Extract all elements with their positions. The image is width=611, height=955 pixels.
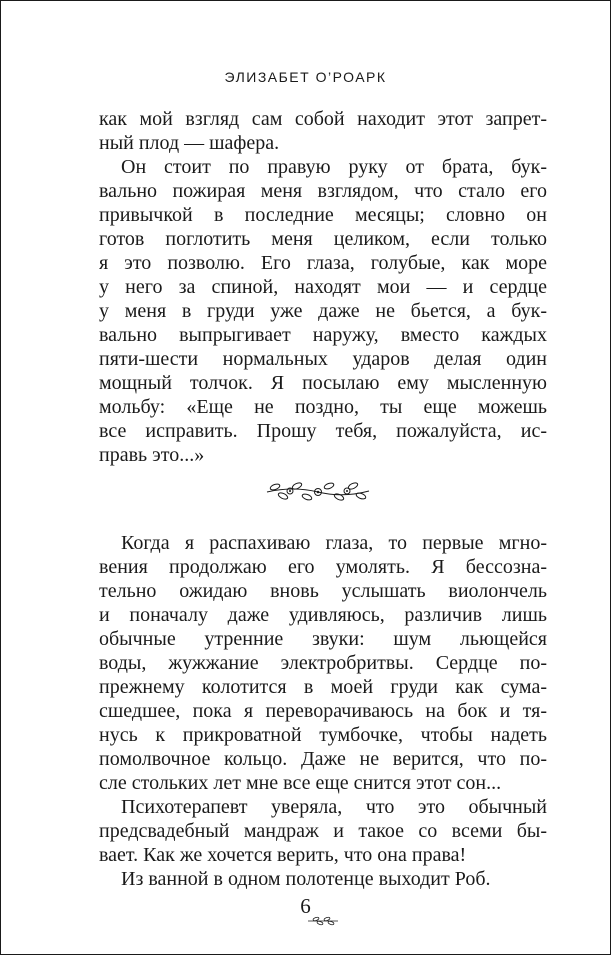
text-line: вально пожирая меня взглядом, что стало его (99, 180, 547, 202)
page-number: 6 (300, 894, 311, 918)
text-line: вает. Как же хочется верить, что она права! (99, 844, 467, 866)
text-line: прежнему колотится в моей груди как сума- (99, 676, 547, 698)
text-line: как мой взгляд сам собой находит этот запрет- (99, 108, 547, 130)
text-block-2 (99, 531, 547, 891)
text-line: Он стоит по правую руку от брата, бук- (121, 156, 547, 178)
text-line: Психотерапевт уверяла, что это обычный (121, 796, 547, 818)
text-line: тельно ожидаю вновь услышать виолончель (99, 580, 547, 602)
text-line: помолвочное кольцо. Даже не верится, что по- (99, 748, 547, 770)
text-line: обычные утренние звуки: шум льющейся (99, 628, 547, 650)
text-line: Когда я распахиваю глаза, то первые мгно- (121, 532, 547, 554)
text-line: сшедшее, пока я переворачиваюсь на бок и тя- (99, 700, 547, 722)
text-line: нусь к прикроватной тумбочке, чтобы надеть (99, 724, 547, 746)
text-line: Из ванной в одном полотенце выходит Роб. (121, 868, 491, 890)
running-head: ЭЛИЗАБЕТ О’РОАРК (224, 69, 387, 85)
text-line: пяти-шести нормальных ударов делая один (99, 348, 547, 370)
text-line: вально выпрыгивает наружу, вместо каждых (99, 324, 547, 346)
text-line: у меня в груди уже даже не бьется, а бук- (99, 300, 547, 322)
text-line: сле стольких лет мне все еще снится этот сон... (99, 772, 502, 794)
text-line: привычкой в последние месяцы; словно он (99, 204, 547, 226)
text-line: и поначалу даже удивляюсь, различив лишь (99, 604, 547, 626)
text-line: правь это...» (99, 444, 205, 466)
text-line: вения продолжаю его умолять. Я бессозна- (99, 556, 547, 578)
text-line: воды, жужжание электробритвы. Сердце по- (99, 652, 547, 674)
text-line: мольбу: «Еще не поздно, ты еще можешь (99, 396, 547, 418)
floral-divider-icon (263, 478, 373, 504)
text-line: ный плод — шафера. (99, 132, 280, 154)
text-line: у него за спиной, находят мои — и сердце (99, 276, 547, 298)
text-line: я это позволю. Его глаза, голубые, как море (99, 252, 547, 274)
text-line: готов поглотить меня целиком, если только (99, 228, 547, 250)
text-line: мощный толчок. Я посылаю ему мысленную (99, 372, 547, 394)
leaf-flourish-icon (306, 916, 340, 926)
text-line: предсвадебный мандраж и такое со всеми бы- (99, 820, 547, 842)
text-block-1 (99, 107, 547, 467)
text-line: все исправить. Прошу тебя, пожалуйста, ис- (99, 420, 547, 442)
